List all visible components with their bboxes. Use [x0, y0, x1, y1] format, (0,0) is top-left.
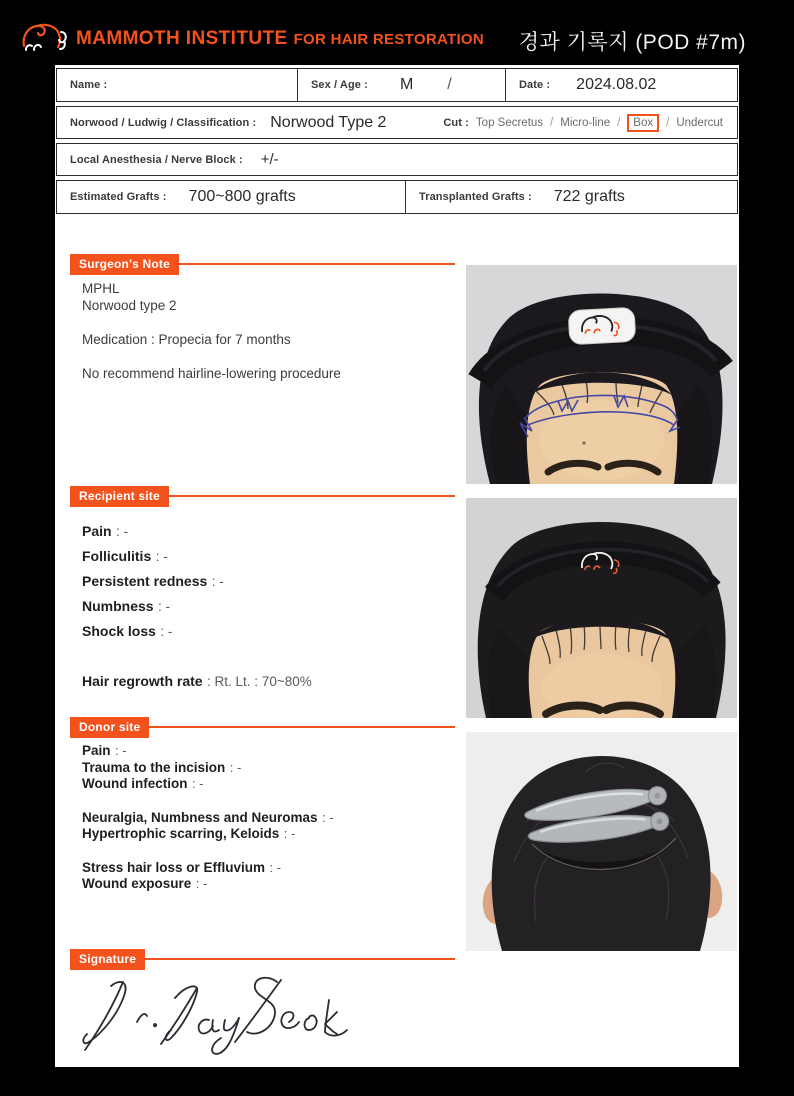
note-diagnosis-2: Norwood type 2 [82, 298, 177, 313]
cut-label: Cut : [443, 116, 469, 129]
cut-separator: / [550, 116, 554, 129]
item-value: : - [195, 876, 208, 891]
item-label: Persistent redness [82, 573, 208, 589]
note-recommendation: No recommend hairline-lowering procedure [82, 366, 341, 381]
photo-front-hairline-marked [466, 265, 737, 484]
item-value: : - [160, 624, 173, 639]
cut-option-box-selected: Box [627, 114, 659, 132]
transplanted-grafts-label: Transplanted Grafts : [419, 191, 532, 203]
sex-age-separator: / [447, 76, 452, 93]
signature-handwriting-icon [77, 970, 357, 1060]
brand-secondary: FOR HAIR RESTORATION [293, 31, 485, 48]
donor-items [82, 743, 334, 893]
signature-badge: Signature [70, 949, 145, 970]
recipient-item-numbness [82, 598, 170, 616]
page-header [0, 0, 794, 65]
headband-logo-sticker [568, 307, 636, 344]
form-row-grafts [56, 180, 738, 214]
date-value: 2024.08.02 [576, 76, 657, 93]
photo-back-donor-site [466, 732, 737, 951]
note-medication: Medication : Propecia for 7 months [82, 332, 291, 347]
donor-item-trauma [82, 760, 334, 777]
recipient-item-folliculitis [82, 548, 168, 566]
recipient-item-shock-loss [82, 623, 172, 641]
sex-age-label: Sex / Age : [311, 79, 368, 91]
recipient-hair-regrowth-rate [82, 673, 312, 691]
item-label: Wound exposure [82, 876, 192, 891]
item-value: : - [211, 574, 224, 589]
sex-age-field [297, 69, 505, 101]
item-value: : - [229, 759, 242, 775]
recipient-item-pain [82, 523, 128, 541]
date-label: Date : [519, 79, 551, 91]
item-label: Stress hair loss or Effluvium [82, 859, 266, 875]
item-label: Pain [82, 743, 111, 758]
date-field [505, 69, 737, 101]
cut-separator: / [666, 116, 670, 129]
name-field [57, 69, 297, 101]
classification-value: Norwood Type 2 [270, 113, 387, 131]
item-label: Folliculitis [82, 548, 152, 564]
estimated-grafts-value: 700~800 grafts [188, 188, 296, 205]
item-label: Shock loss [82, 623, 156, 639]
form-row-classification [56, 106, 738, 139]
anesthesia-label: Local Anesthesia / Nerve Block : [70, 153, 243, 166]
item-value: : Rt. Lt. : 70~80% [207, 674, 312, 689]
item-value: : - [269, 859, 282, 875]
donor-item-wound-exposure [82, 876, 334, 893]
classification-label: Norwood / Ludwig / Classification : [70, 116, 257, 129]
donor-item-stress-hair-loss [82, 860, 334, 877]
note-diagnosis-1: MPHL [82, 281, 120, 296]
item-label: Hair regrowth rate [82, 673, 203, 689]
anesthesia-value: +/- [260, 151, 279, 168]
photo-front-result-7-months [466, 498, 737, 718]
page-title: 경과 기록지 (POD #7m) [518, 31, 746, 54]
estimated-grafts-label: Estimated Grafts : [70, 191, 167, 203]
surgeons-note-badge: Surgeon's Note [70, 254, 179, 275]
sex-age-value: M [399, 76, 414, 93]
form-row-identity [56, 68, 738, 102]
item-label: Hypertrophic scarring, Keloids [82, 826, 280, 841]
name-label: Name : [70, 79, 108, 91]
brand-name [76, 28, 484, 50]
item-value: : - [155, 549, 168, 564]
brand-primary: MAMMOTH INSTITUTE [76, 28, 288, 49]
item-label: Trauma to the incision [82, 759, 226, 775]
cut-option-undercut: Undercut [676, 116, 723, 129]
recipient-site-badge: Recipient site [70, 486, 169, 507]
donor-site-badge: Donor site [70, 717, 149, 738]
cut-options [443, 114, 737, 132]
item-value: : - [283, 826, 296, 841]
item-value: : - [114, 743, 127, 758]
item-value: : - [322, 809, 334, 825]
donor-item-neuralgia [82, 810, 334, 827]
cut-option-micro-line: Micro-line [560, 116, 611, 129]
cut-separator: / [617, 116, 621, 129]
form-row-anesthesia [56, 143, 738, 176]
donor-item-wound-infection [82, 776, 334, 793]
transplanted-grafts-field [405, 181, 737, 213]
cut-option-top-secretus: Top Secretus [475, 116, 544, 129]
donor-item-pain [82, 743, 334, 760]
recipient-item-persistent-redness [82, 573, 224, 591]
item-value: : - [158, 599, 171, 614]
item-value: : - [116, 524, 129, 539]
estimated-grafts-field [57, 181, 405, 213]
donor-item-hypertrophic-scarring [82, 826, 334, 843]
doctor-signature [77, 970, 357, 1065]
item-label: Numbness [82, 598, 154, 614]
item-label: Wound infection [82, 776, 188, 791]
item-label: Neuralgia, Numbness and Neuromas [82, 809, 318, 825]
mammoth-logo-icon [20, 20, 72, 54]
item-label: Pain [82, 523, 112, 539]
record-sheet [55, 65, 739, 1067]
item-value: : - [191, 776, 204, 791]
transplanted-grafts-value: 722 grafts [553, 188, 625, 205]
